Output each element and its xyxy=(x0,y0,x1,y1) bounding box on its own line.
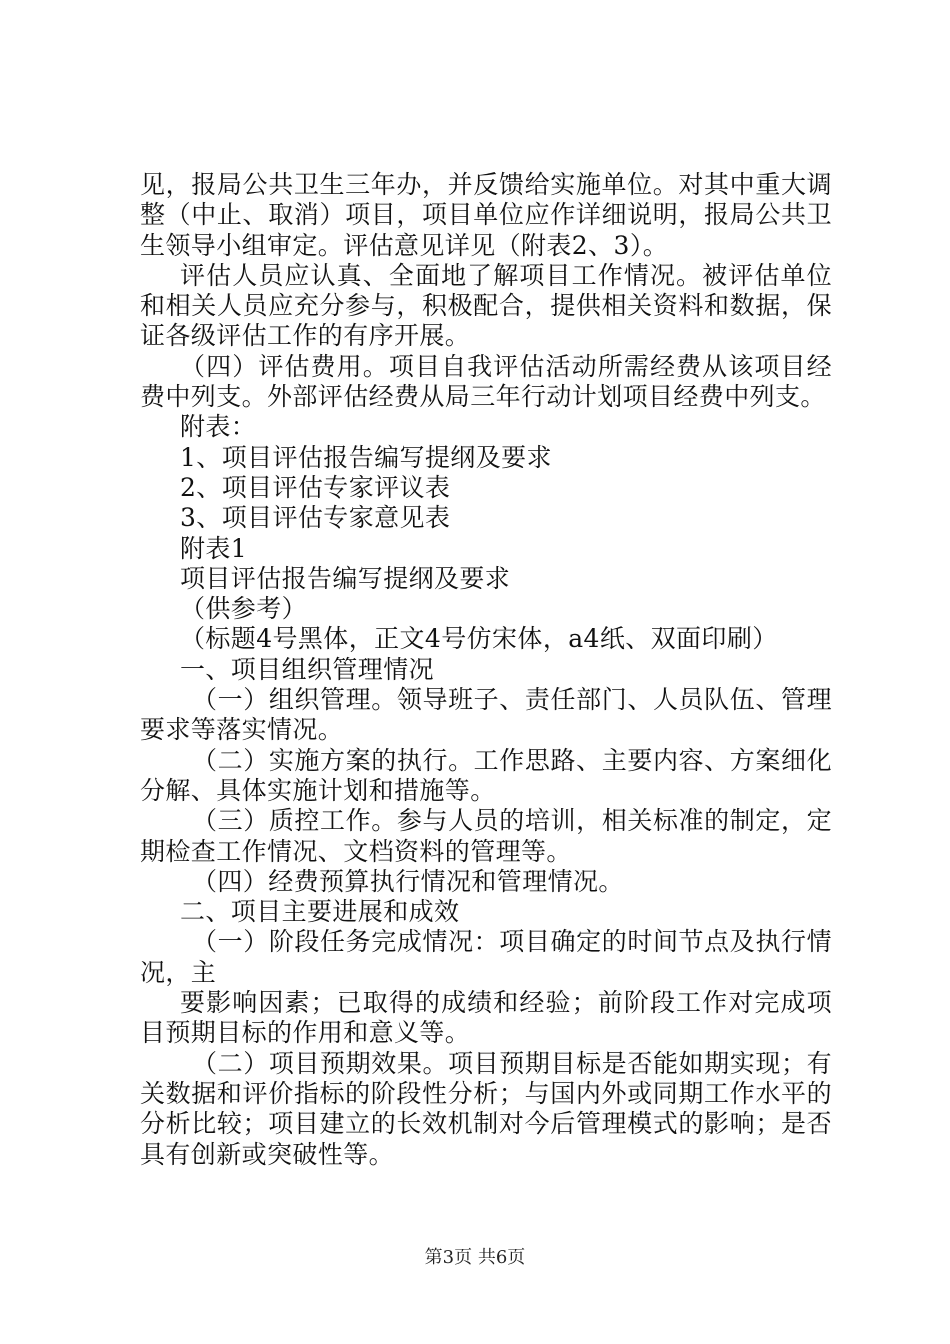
text-line: 费中列支。外部评估经费从局三年行动计划项目经费中列支。 xyxy=(140,382,826,412)
text-line: 和相关人员应充分参与，积极配合，提供相关资料和数据，保 xyxy=(140,291,832,321)
text-line: 期检查工作情况、文档资料的管理等。 xyxy=(140,836,572,866)
document-body xyxy=(140,170,832,1170)
paragraph-first-line: （一）组织管理。领导班子、责任部门、人员队伍、管理 xyxy=(192,685,832,715)
paragraph-first-line: 评估人员应认真、全面地了解项目工作情况。被评估单位 xyxy=(180,260,832,290)
text-line: 生领导小组审定。评估意见详见（附表2、3）。 xyxy=(140,230,669,260)
appendix-title: 项目评估报告编写提纲及要求 xyxy=(180,563,511,593)
text-line: 整（中止、取消）项目，项目单位应作详细说明，报局公共卫 xyxy=(140,200,832,230)
paragraph-first-line: 要影响因素；已取得的成绩和经验；前阶段工作对完成项 xyxy=(180,988,832,1018)
section-heading: 二、项目主要进展和成效 xyxy=(180,897,460,927)
appendix-item: 3、项目评估专家意见表 xyxy=(180,503,451,533)
appendix-note: （供参考） xyxy=(180,594,308,624)
paragraph-first-line: （三）质控工作。参与人员的培训，相关标准的制定，定 xyxy=(192,806,832,836)
text-line: 分解、具体实施计划和措施等。 xyxy=(140,775,496,805)
text-line: 要求等落实情况。 xyxy=(140,715,344,745)
text-line: 况，主 xyxy=(140,957,217,987)
appendix-label: 附表1 xyxy=(180,533,248,563)
text-line: 分析比较；项目建立的长效机制对今后管理模式的影响；是否 xyxy=(140,1109,832,1139)
paragraph-first-line: （四）评估费用。项目自我评估活动所需经费从该项目经 xyxy=(180,351,832,381)
text-line: 具有创新或突破性等。 xyxy=(140,1139,395,1169)
page-number-footer: 第3页 共6页 xyxy=(424,1247,526,1268)
appendix-note: （标题4号黑体，正文4号仿宋体，a4纸、双面印刷） xyxy=(180,624,778,654)
paragraph-first-line: （一）阶段任务完成情况：项目确定的时间节点及执行情 xyxy=(192,927,832,957)
appendix-item: 1、项目评估报告编写提纲及要求 xyxy=(180,442,552,472)
paragraph-first-line: （二）实施方案的执行。工作思路、主要内容、方案细化 xyxy=(192,745,832,775)
section-heading: 一、项目组织管理情况 xyxy=(180,654,435,684)
text-line: 见，报局公共卫生三年办，并反馈给实施单位。对其中重大调 xyxy=(140,170,832,199)
text-line: 关数据和评价指标的阶段性分析；与国内外或同期工作水平的 xyxy=(140,1078,832,1108)
appendix-heading: 附表： xyxy=(180,412,257,442)
paragraph-first-line: （二）项目预期效果。项目预期目标是否能如期实现；有 xyxy=(192,1048,832,1078)
text-line: 目预期目标的作用和意义等。 xyxy=(140,1018,471,1048)
text-line: 证各级评估工作的有序开展。 xyxy=(140,321,471,351)
paragraph-first-line: （四）经费预算执行情况和管理情况。 xyxy=(192,866,624,896)
appendix-item: 2、项目评估专家评议表 xyxy=(180,472,451,502)
